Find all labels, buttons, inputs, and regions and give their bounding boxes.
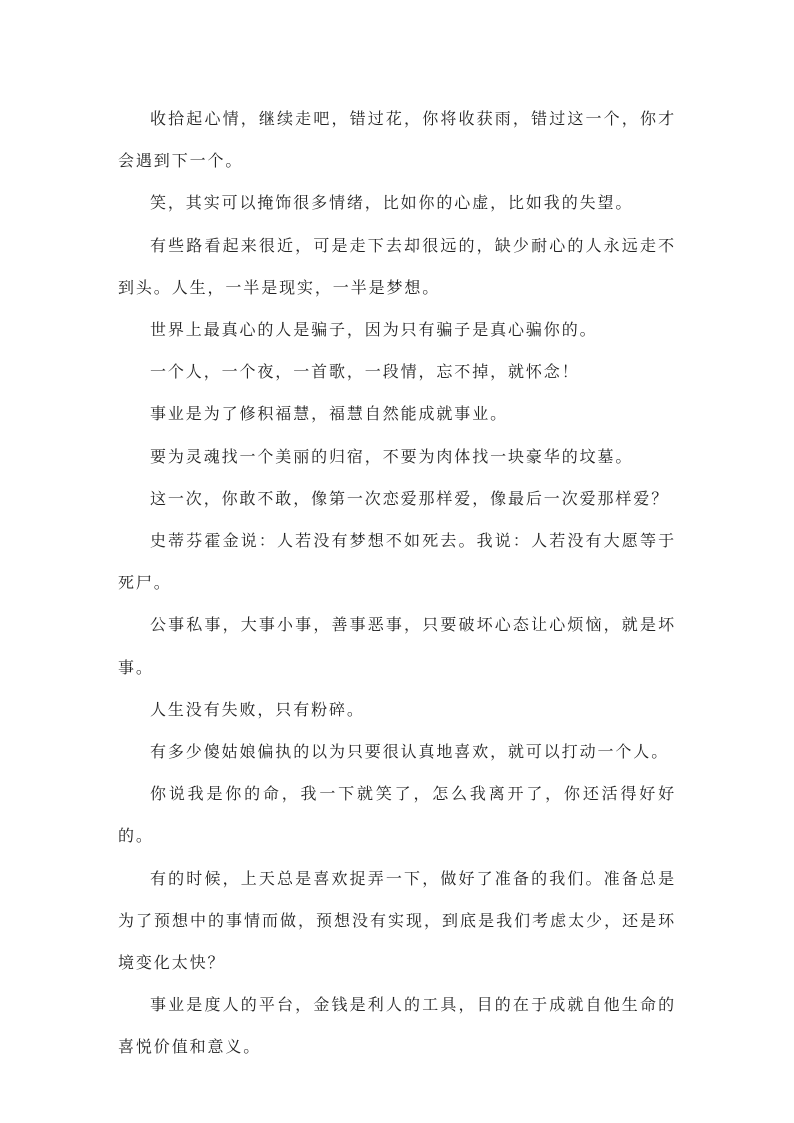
paragraph: 这一次，你敢不敢，像第一次恋爱那样爱，像最后一次爱那样爱？: [150, 488, 670, 508]
paragraph: 你说我是你的命，我一下就笑了，怎么我离开了，你还活得好好的。: [118, 784, 676, 846]
paragraph: 有的时候，上天总是喜欢捉弄一下，做好了准备的我们。准备总是为了预想中的事情而做，预想没有实现，到底是我们考虑太少，还是环境变化太快？: [118, 868, 676, 973]
paragraph: 有多少傻姑娘偏执的以为只要很认真地喜欢，就可以打动一个人。: [150, 742, 670, 762]
paragraph: 收拾起心情，继续走吧，错过花，你将收获雨，错过这一个，你才会遇到下一个。: [118, 109, 676, 171]
document-body: [118, 98, 676, 1069]
paragraph: 事业是为了修积福慧，福慧自然能成就事业。: [150, 404, 509, 424]
paragraph: 世界上最真心的人是骗子，因为只有骗子是真心骗你的。: [150, 320, 598, 340]
paragraph: 要为灵魂找一个美丽的归宿，不要为肉体找一块豪华的坟墓。: [150, 446, 634, 466]
paragraph: 史蒂芬霍金说：人若没有梦想不如死去。我说：人若没有大愿等于死尸。: [118, 531, 676, 593]
paragraph: 事业是度人的平台，金钱是利人的工具，目的在于成就自他生命的喜悦价值和意义。: [118, 995, 676, 1057]
paragraph: 笑，其实可以掩饰很多情绪，比如你的心虚，比如我的失望。: [150, 193, 634, 213]
paragraph: 有些路看起来很近，可是走下去却很远的，缺少耐心的人永远走不到头。人生，一半是现实，一半是梦想。: [118, 235, 676, 297]
paragraph: 公事私事，大事小事，善事恶事，只要破坏心态让心烦恼，就是坏事。: [118, 615, 676, 677]
paragraph: 一个人，一个夜，一首歌，一段情，忘不掉，就怀念！: [150, 362, 580, 382]
paragraph: 人生没有失败，只有粉碎。: [150, 699, 365, 719]
